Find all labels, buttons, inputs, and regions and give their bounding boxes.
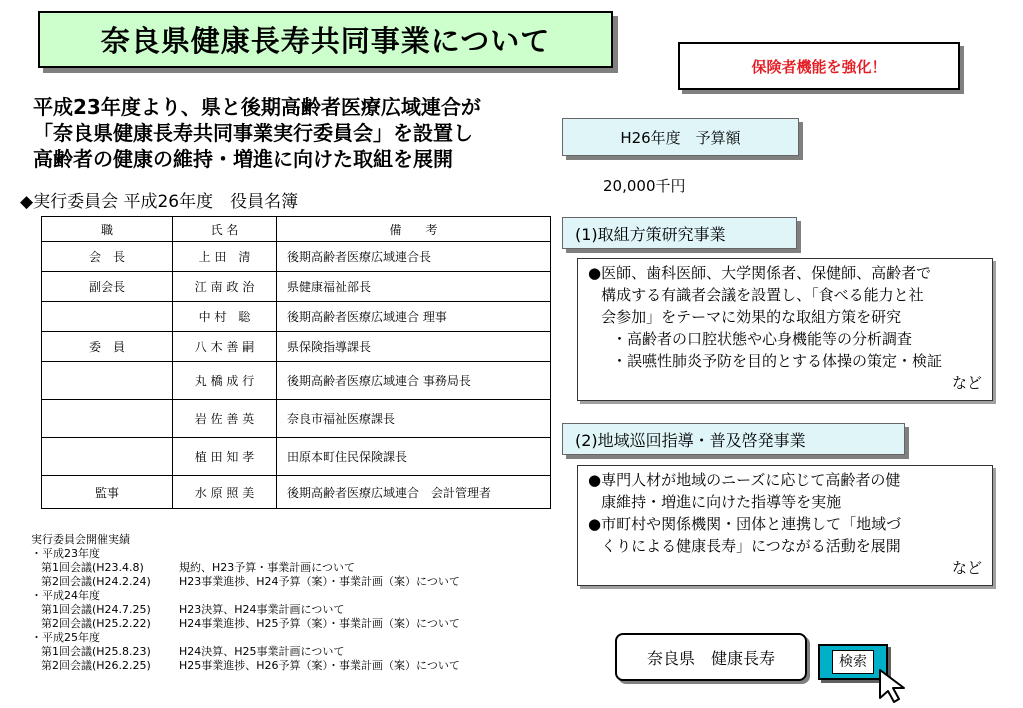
cell-notes: 後期高齢者医療広域連合長	[277, 242, 551, 272]
cell-notes: 県保険指導課長	[277, 332, 551, 362]
table-row	[42, 362, 551, 400]
cell-position	[42, 400, 173, 438]
cell-name: 岩 佐 善 英	[173, 400, 277, 438]
etc-text: など	[951, 374, 982, 392]
highlight-callout: 保険者機能を強化！	[678, 42, 960, 90]
bullet-icon: ●	[588, 515, 602, 533]
etc-text: など	[951, 559, 982, 577]
table-row	[42, 272, 551, 302]
cell-name: 植 田 知 孝	[173, 438, 277, 476]
meeting-item	[31, 561, 460, 575]
cell-position	[42, 438, 173, 476]
table-row	[42, 438, 551, 476]
bullet-item	[588, 513, 982, 557]
bullet-line: 医師、歯科医師、大学関係者、保健師、高齢者で	[601, 264, 932, 282]
cell-position: 委 員	[42, 332, 173, 362]
table-row	[42, 332, 551, 362]
intro-text	[33, 94, 553, 172]
roster-title: ◆実行委員会 平成26年度 役員名簿	[20, 192, 299, 212]
cell-notes: 後期高齢者医療広域連合 事務局長	[277, 362, 551, 400]
section1-title: (1)取組方策研究事業	[562, 217, 797, 249]
header-name: 氏 名	[173, 217, 277, 242]
bullet-line: 会参加」をテーマに効果的な取組方策を研究	[601, 308, 902, 326]
meeting-topic: H25事業進捗、H26予算（案）・事業計画（案）について	[179, 659, 460, 672]
section2-title: (2)地域巡回指導・普及啓発事業	[562, 423, 905, 455]
table-row	[42, 476, 551, 509]
intro-line: 平成23年度より、県と後期高齢者医療広域連合が	[33, 95, 481, 119]
sub-item: ・誤嚥性肺炎予防を目的とする体操の策定・検証	[612, 352, 943, 370]
section1-panel	[577, 258, 993, 401]
cell-notes: 田原本町住民保険課長	[277, 438, 551, 476]
search-input[interactable]: 奈良県 健康長寿	[615, 633, 807, 681]
meeting-date: 第1回会議(H25.8.23)	[41, 645, 151, 658]
page-title: 奈良県健康長寿共同事業について	[38, 11, 613, 68]
officer-table	[41, 216, 551, 509]
meeting-date: 第2回会議(H24.2.24)	[41, 575, 151, 588]
bullet-line: 康維持・増進に向けた指導等を実施	[601, 493, 842, 511]
meeting-year: ・平成25年度	[31, 631, 100, 644]
meeting-year: ・平成23年度	[31, 547, 100, 560]
meeting-topic: H23事業進捗、H24予算（案）・事業計画（案）について	[179, 575, 460, 588]
header-position: 職	[42, 217, 173, 242]
meeting-topic: H24決算、H25事業計画について	[179, 645, 345, 658]
sub-item: ・高齢者の口腔状態や心身機能等の分析調査	[612, 330, 913, 348]
meeting-record	[31, 533, 460, 673]
cell-name: 上 田 清	[173, 242, 277, 272]
meeting-item	[31, 645, 460, 659]
cell-notes: 後期高齢者医療広域連合 会計管理者	[277, 476, 551, 509]
cell-name: 水 原 照 美	[173, 476, 277, 509]
meeting-date: 第2回会議(H26.2.25)	[41, 659, 151, 672]
table-row	[42, 400, 551, 438]
cell-position: 副会長	[42, 272, 173, 302]
header-notes: 備 考	[277, 217, 551, 242]
meeting-item	[31, 659, 460, 673]
meeting-year: ・平成24年度	[31, 589, 100, 602]
cell-name: 江 南 政 治	[173, 272, 277, 302]
bullet-icon: ●	[588, 264, 602, 282]
cell-name: 中 村 聡	[173, 302, 277, 332]
meeting-heading: 実行委員会開催実績	[31, 533, 130, 546]
bullet-item	[588, 469, 982, 513]
meeting-topic: H23決算、H24事業計画について	[179, 603, 345, 616]
meeting-item	[31, 617, 460, 631]
cell-notes: 県健康福祉部長	[277, 272, 551, 302]
cell-notes: 後期高齢者医療広域連合 理事	[277, 302, 551, 332]
cell-position: 監事	[42, 476, 173, 509]
cell-name: 八 木 善 嗣	[173, 332, 277, 362]
cell-position	[42, 362, 173, 400]
bullet-text	[601, 262, 931, 328]
meeting-item	[31, 575, 460, 589]
meeting-date: 第1回会議(H24.7.25)	[41, 603, 151, 616]
table-header-row	[42, 217, 551, 242]
bullet-line: くりによる健康長寿」につながる活動を展開	[601, 537, 901, 555]
meeting-date: 第2回会議(H25.2.22)	[41, 617, 151, 630]
table-row	[42, 242, 551, 272]
budget-label: H26年度 予算額	[562, 118, 799, 156]
table-row	[42, 302, 551, 332]
cell-notes: 奈良市福祉医療課長	[277, 400, 551, 438]
intro-line: 「奈良県健康長寿共同事業実行委員会」を設置し	[33, 121, 473, 145]
bullet-text	[601, 469, 900, 513]
search-button-label: 検索	[832, 650, 874, 674]
intro-line: 高齢者の健康の維持・増進に向けた取組を展開	[33, 147, 453, 171]
meeting-topic: H24事業進捗、H25予算（案）・事業計画（案）について	[179, 617, 460, 630]
cell-position: 会 長	[42, 242, 173, 272]
meeting-item	[31, 603, 460, 617]
bullet-line: 専門人材が地域のニーズに応じて高齢者の健	[601, 471, 901, 489]
bullet-icon: ●	[588, 471, 602, 489]
cell-position	[42, 302, 173, 332]
bullet-text	[601, 513, 901, 557]
cursor-arrow-icon	[878, 668, 914, 704]
meeting-topic: 規約、H23予算・事業計画について	[179, 561, 356, 574]
budget-amount: 20,000千円	[603, 177, 686, 195]
bullet-line: 構成する有識者会議を設置し、「食べる能力と社	[601, 286, 924, 304]
cell-name: 丸 橋 成 行	[173, 362, 277, 400]
bullet-item	[588, 262, 982, 328]
section2-panel	[577, 465, 993, 586]
bullet-line: 市町村や関係機関・団体と連携して「地域づ	[601, 515, 902, 533]
meeting-date: 第1回会議(H23.4.8)	[41, 561, 144, 574]
